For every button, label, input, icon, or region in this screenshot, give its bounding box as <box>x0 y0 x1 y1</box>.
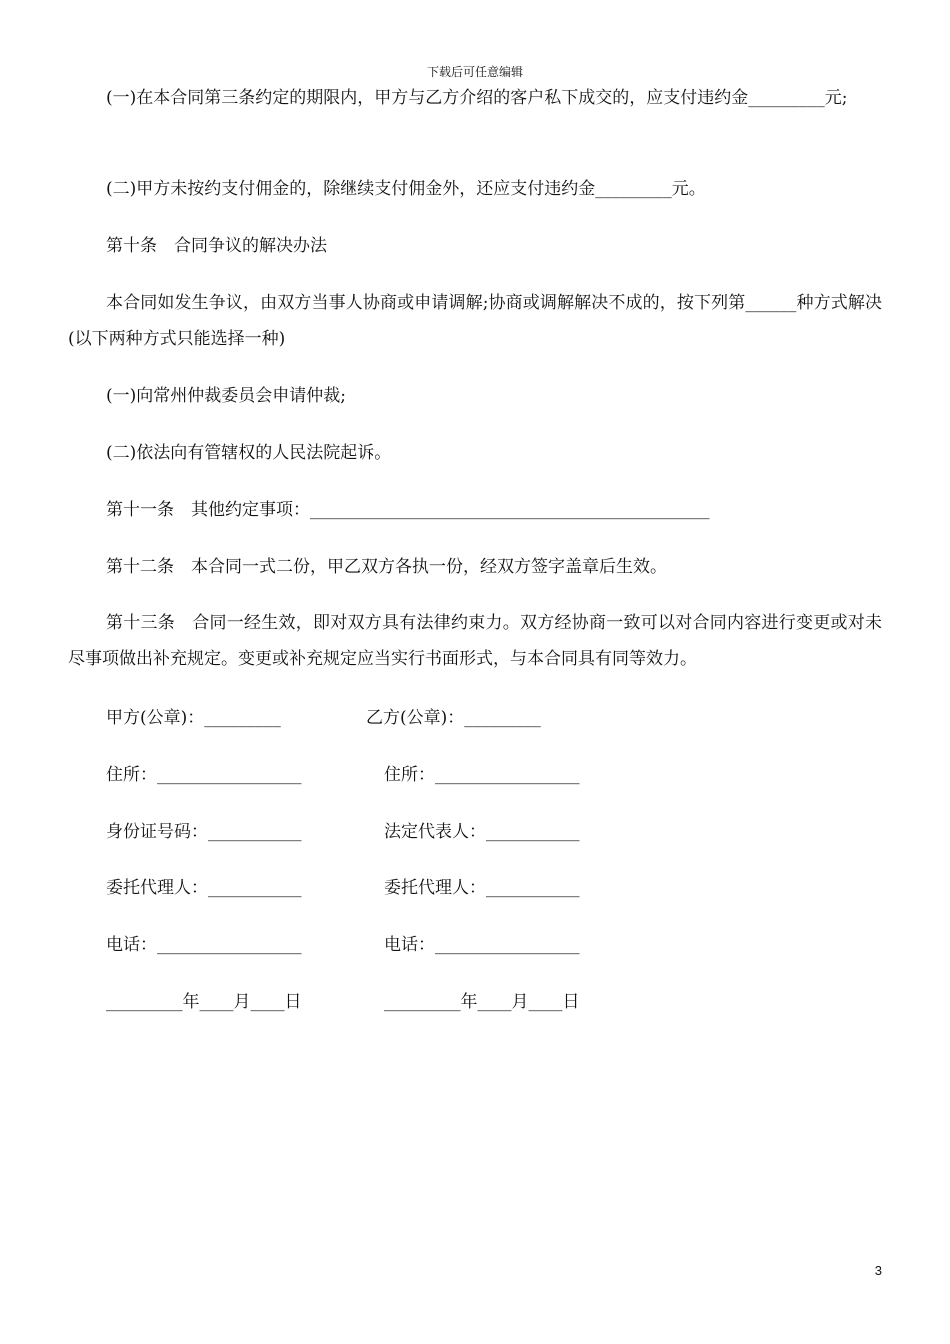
party-a-address: 住所：_________________ <box>106 765 302 785</box>
party-b-address: 住所：_________________ <box>384 765 580 785</box>
page-header: 下载后可任意编辑 <box>426 65 523 79</box>
clause-9-item-1: (一)在本合同第三条约定的期限内，甲方与乙方介绍的客户私下成交的，应支付违约金_________元; <box>106 88 848 108</box>
clause-10-body: 本合同如发生争议，由双方当事人协商或申请调解;协商或调解解决不成的，按下列第______种方式解决(以下两种方式只能选择一种) <box>68 293 882 349</box>
party-b-agent: 委托代理人：___________ <box>384 878 580 898</box>
clause-13: 第十三条 合同一经生效，即对双方具有法律约束力。双方经协商一致可以对合同内容进行变更或对未尽事项做出补充规定。变更或补充规定应当实行书面形式，与本合同具有同等效力。 <box>68 613 882 669</box>
party-b-phone: 电话：_________________ <box>384 935 580 955</box>
party-a-id-number: 身份证号码：___________ <box>106 822 302 842</box>
clause-12: 第十二条 本合同一式二份，甲乙双方各执一份，经双方签字盖章后生效。 <box>106 557 667 577</box>
clause-10-option-2: (二)依法向有管辖权的人民法院起诉。 <box>106 443 392 463</box>
party-a-seal: 甲方(公章)：_________ <box>106 708 281 728</box>
party-a-phone: 电话：_________________ <box>106 935 302 955</box>
clause-9-item-2: (二)甲方未按约支付佣金的，除继续支付佣金外，还应支付违约金_________元。 <box>106 179 706 199</box>
clause-10-option-1: (一)向常州仲裁委员会申请仲裁; <box>106 386 346 406</box>
party-b-date: _________年____月____日 <box>384 992 580 1012</box>
clause-10-title: 第十条 合同争议的解决办法 <box>106 236 327 256</box>
party-b-legal-rep: 法定代表人：___________ <box>384 822 580 842</box>
party-a-agent: 委托代理人：___________ <box>106 878 302 898</box>
page-number: 3 <box>874 1263 882 1278</box>
party-b-seal: 乙方(公章)：_________ <box>366 708 541 728</box>
party-a-date: _________年____月____日 <box>106 992 302 1012</box>
clause-11: 第十一条 其他约定事项：_______________________________________________ <box>106 500 710 520</box>
